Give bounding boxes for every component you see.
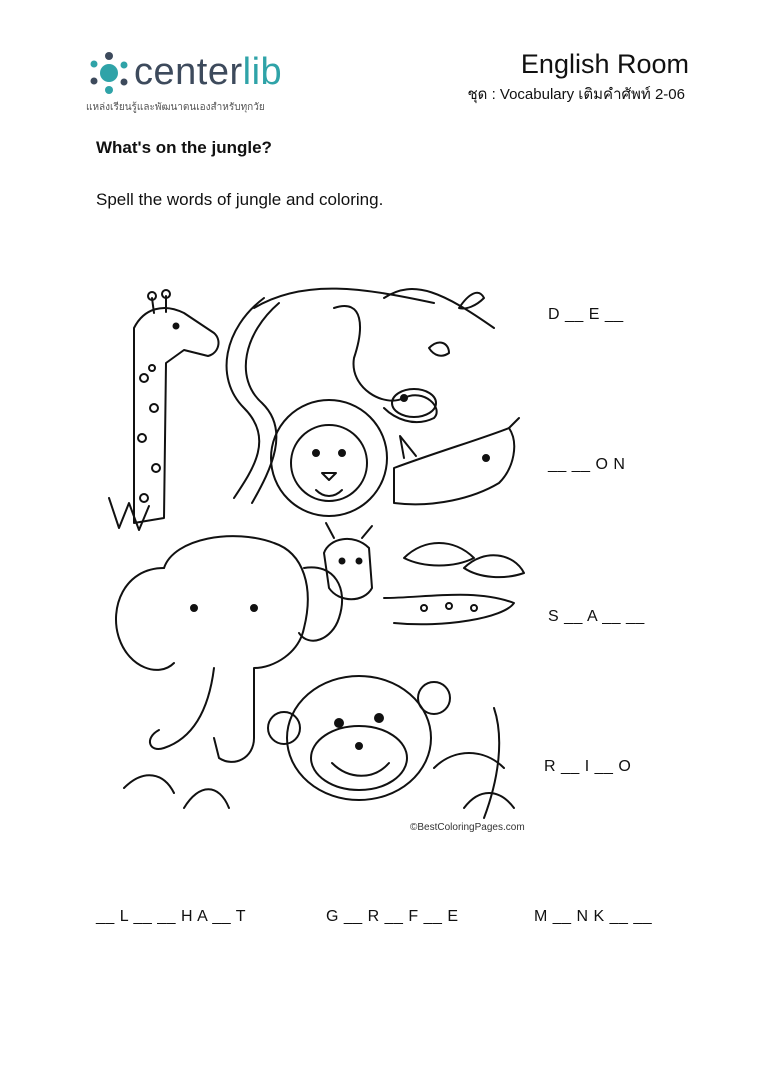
word-blank-1[interactable]: D __ E __ bbox=[548, 306, 624, 323]
giraffe-drawing bbox=[134, 290, 219, 523]
instruction-text: Spell the words of jungle and coloring. bbox=[96, 190, 384, 209]
word-blank-2[interactable]: __ __ O N bbox=[548, 456, 626, 473]
question-title: What's on the jungle? bbox=[96, 138, 272, 157]
word-blank-3[interactable]: S __ A __ __ bbox=[548, 608, 645, 625]
logo-name-part1: center bbox=[134, 51, 243, 93]
image-credit: ©BestColoringPages.com bbox=[410, 822, 525, 833]
room-title: English Room bbox=[520, 49, 689, 79]
word-blank-7[interactable]: M __ N K __ __ bbox=[534, 908, 653, 925]
rhino-drawing bbox=[394, 418, 519, 504]
lion-drawing bbox=[271, 400, 387, 516]
monkey-drawing bbox=[268, 676, 450, 800]
elephant-drawing bbox=[116, 536, 342, 762]
logo-mark-icon bbox=[86, 50, 132, 96]
snake-and-branch-drawing bbox=[227, 289, 494, 503]
foliage-drawing bbox=[109, 498, 524, 818]
jungle-animals-illustration bbox=[104, 268, 534, 838]
room-subtitle: ชุด : Vocabulary เติมคำศัพท์ 2-06 bbox=[467, 86, 685, 103]
word-blank-5[interactable]: __ L __ __ H A __ T bbox=[96, 908, 247, 925]
logo-name-part2: lib bbox=[242, 51, 283, 93]
deer-drawing bbox=[324, 523, 514, 624]
logo-wordmark bbox=[134, 50, 282, 94]
logo-tagline: แหล่งเรียนรู้และพัฒนาตนเองสำหรับทุกวัย bbox=[86, 102, 265, 113]
word-blank-4[interactable]: R __ I __ O bbox=[544, 758, 632, 775]
centerlib-logo bbox=[86, 48, 326, 118]
word-blank-6[interactable]: G __ R __ F __ E bbox=[326, 908, 459, 925]
